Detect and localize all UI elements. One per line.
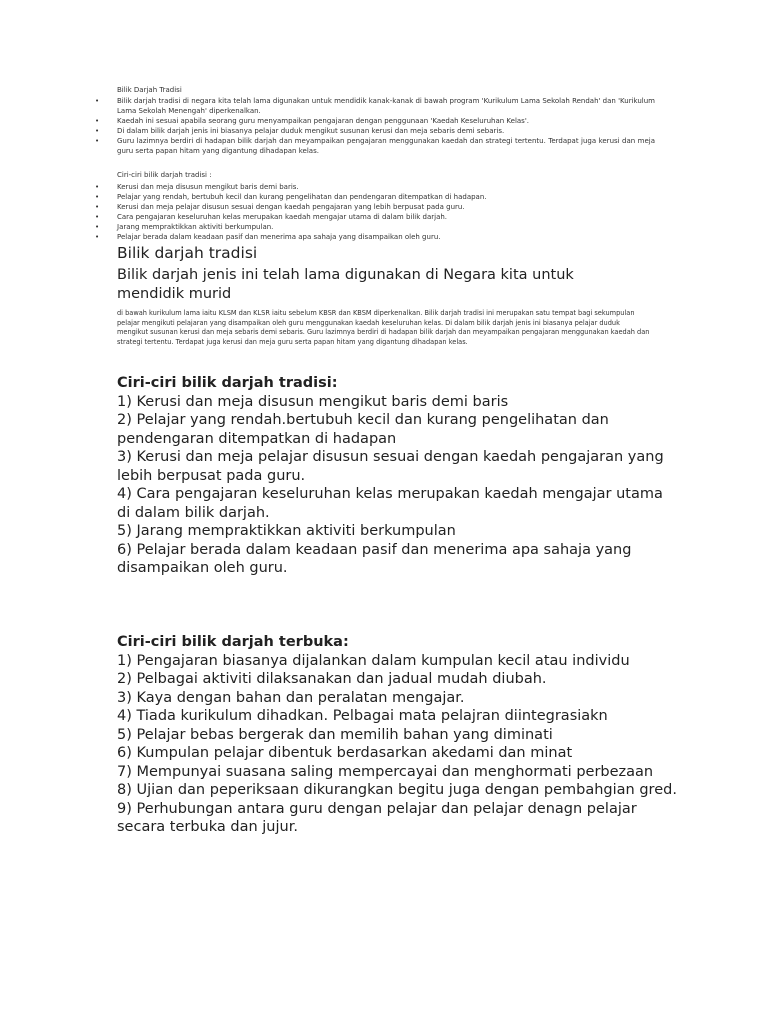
list-item: 7) Mempunyai suasana saling mempercayai dan menghormati perbezaan xyxy=(117,763,654,780)
terbuka-title: Ciri-ciri bilik darjah terbuka: xyxy=(117,634,349,650)
list-item: • Kerusi dan meja disusun mengikut baris demi baris. xyxy=(95,182,655,192)
list-item: 2) Pelbagai aktiviti dilaksanakan dan jadual mudah diubah. xyxy=(117,671,547,687)
list-item: 3) Kaya dengan bahan dan peralatan mengajar. xyxy=(117,689,465,706)
list-item: 1) Pengajaran biasanya dijalankan dalam kumpulan kecil atau individu xyxy=(117,652,630,669)
list-item: 2) Pelajar yang rendah.bertubuh kecil dan kurang pengelihatan dan pendengaran ditempatkan di hadapan xyxy=(117,412,609,447)
tradisi-title: Ciri-ciri bilik darjah tradisi: xyxy=(117,375,338,391)
list-item: 9) Perhubungan antara guru dengan pelajar dan pelajar denagn pelajar secara terbuka dan jujur. xyxy=(117,800,637,835)
list-item: • Kaedah ini sesuai apabila seorang guru menyampaikan pengajaran dengan penggunaan 'Kaedah Keseluruhan Kelas'. xyxy=(95,116,655,126)
list-item: 4) Cara pengajaran keseluruhan kelas merupakan kaedah mengajar utama di dalam bilik darjah. xyxy=(117,486,663,521)
small-bullet-list xyxy=(95,96,655,156)
list-item: 6) Kumpulan pelajar dibentuk berdasarkan akedami dan minat xyxy=(117,745,573,761)
list-item: 5) Jarang mempraktikkan aktiviti berkumpulan xyxy=(117,523,456,539)
list-item: • Guru lazimnya berdiri di hadapan bilik darjah dan meyampaikan pengajaran menggunakan kaedah dan strategi tertentu. Terdapat juga kerusi dan meja guru serta papan hitam yang digantung dihadapan kelas. xyxy=(95,136,655,156)
small-title: Bilik Darjah Tradisi xyxy=(117,86,182,94)
body-paragraph: di bawah kurikulum lama iaitu KLSM dan KLSR iaitu sebelum KBSR dan KBSM diperkenalkan. Bilik darjah tradisi ini merupakan satu tempat bagi sekumpulan pelajar mengikuti pelajaran yang disampaikan oleh guru menggunakan kaedah keseluruhan kelas. Di dalam bilik darjah jenis ini biasanya pelajar duduk mengikut susunan kerusi dan meja sebaris demi sebaris. Guru lazimnya berdiri di hadapan bilik darjah dan meyampaikan pengajaran menggunakan kaedah dan strategi tertentu. Terdapat juga kerusi dan meja guru serta papan hitam yang digantung dihadapan kelas. xyxy=(117,309,650,346)
list-item: 8) Ujian dan peperiksaan dikurangkan begitu juga dengan pembahgian gred. xyxy=(117,782,677,798)
list-item: • Bilik darjah tradisi di negara kita telah lama digunakan untuk mendidik kanak-kanak di bawah program 'Kurikulum Lama Sekolah Rendah' dan 'Kurikulum Lama Sekolah Menengah' diperkenalkan. xyxy=(95,96,655,116)
list-item: • Kerusi dan meja pelajar disusun sesuai dengan kaedah pengajaran yang lebih berpusat pada guru. xyxy=(95,202,655,212)
small-subtitle: Ciri-ciri bilik darjah tradisi : xyxy=(117,171,212,179)
list-item: 4) Tiada kurikulum dihadkan. Pelbagai mata pelajran diintegrasiakn xyxy=(117,708,608,724)
list-item: 3) Kerusi dan meja pelajar disusun sesuai dengan kaedah pengajaran yang lebih berpusat pada guru. xyxy=(117,449,664,484)
list-item: • Jarang mempraktikkan aktiviti berkumpulan. xyxy=(95,222,655,232)
terbuka-section xyxy=(117,633,677,837)
list-item: • Di dalam bilik darjah jenis ini biasanya pelajar duduk mengikut susunan kerusi dan meja sebaris demi sebaris. xyxy=(95,126,655,136)
list-item: 5) Pelajar bebas bergerak dan memilih bahan yang diminati xyxy=(117,726,553,743)
tradisi-section xyxy=(117,374,677,578)
list-item: • Cara pengajaran keseluruhan kelas merupakan kaedah mengajar utama di dalam bilik darjah. xyxy=(95,212,655,222)
list-item: • Pelajar berada dalam keadaan pasif dan menerima apa sahaja yang disampaikan oleh guru. xyxy=(95,232,655,242)
section-heading: Bilik darjah tradisi xyxy=(117,244,258,262)
list-item: • Pelajar yang rendah, bertubuh kecil dan kurang pengelihatan dan pendengaran ditempatkan di hadapan. xyxy=(95,192,655,202)
list-item: 1) Kerusi dan meja disusun mengikut baris demi baris xyxy=(117,393,509,410)
lead-text: Bilik darjah jenis ini telah lama digunakan di Negara kita untuk mendidik murid xyxy=(117,267,574,302)
small-bullet-list-2 xyxy=(95,182,655,242)
list-item: 6) Pelajar berada dalam keadaan pasif dan menerima apa sahaja yang disampaikan oleh guru. xyxy=(117,541,632,576)
